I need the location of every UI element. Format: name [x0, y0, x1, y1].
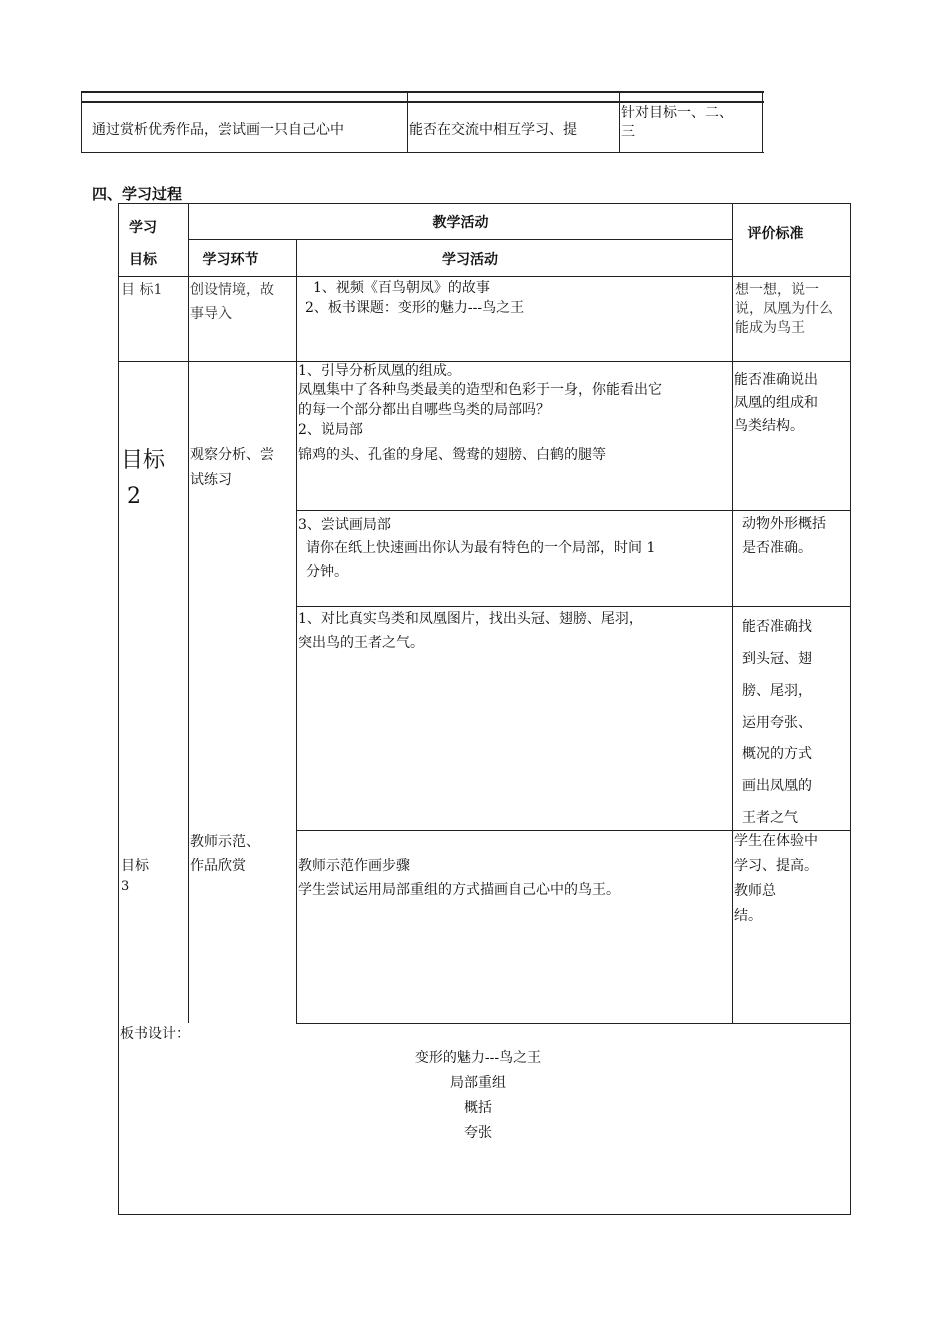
row2-eval-line3: 鸟类结构。	[734, 418, 804, 434]
row2-activity-line3: 的每一个部分都出自哪些鸟类的局部吗？	[298, 402, 550, 418]
top-table-col3-line2: 三	[621, 124, 635, 140]
header-goal-line2: 目标	[129, 252, 157, 268]
row2-activity-line4: 2、说局部	[298, 422, 363, 438]
row3-eval-line1: 动物外形概括	[742, 516, 826, 532]
board-line1: 变形的魅力---鸟之王	[414, 1050, 542, 1066]
header-teaching-activity: 教学活动	[432, 215, 489, 231]
row4-eval-line: 运用夸张、	[742, 715, 812, 731]
row3-activity-line2: 请你在纸上快速画出你认为最有特色的一个局部，时间 1	[306, 540, 656, 556]
header-learning-stage: 学习环节	[202, 252, 259, 268]
row4-activity-line1: 1、对比真实鸟类和凤凰图片，找出头冠、翅膀、尾羽，	[298, 611, 643, 627]
section-title: 四、学习过程	[92, 185, 183, 203]
row5-eval-line3: 教师总	[734, 883, 776, 899]
row5-stage-line1: 教师示范、	[190, 834, 260, 850]
row2-eval-line2: 凤凰的组成和	[734, 395, 818, 411]
row5-activity-line1: 教师示范作画步骤	[298, 858, 410, 874]
row2-activity-line2: 凤凰集中了各种鸟类最美的造型和色彩于一身，你能看出它	[298, 382, 662, 398]
row1-activity-line1: 1、视频《百鸟朝凤》的故事	[313, 280, 490, 296]
row2-activity-line1: 1、引导分析凤凰的组成。	[298, 363, 461, 379]
top-table-col1: 通过赏析优秀作品，尝试画一只自己心中	[92, 122, 344, 138]
row2-activity-line5: 锦鸡的头、孔雀的身尾、鸳鸯的翅膀、白鹤的腿等	[298, 447, 606, 463]
board-line3: 概括	[464, 1100, 492, 1116]
top-table-col2: 能否在交流中相互学习、提	[409, 122, 577, 138]
row4-eval-line: 到头冠、翅	[742, 651, 812, 667]
row2-goal-line1: 目标	[121, 448, 166, 473]
row3-eval-line2: 是否准确。	[742, 540, 812, 556]
row5-eval-line2: 学习、提高。	[734, 858, 818, 874]
row2-goal-line2: 2	[127, 484, 141, 509]
row5-goal-line1: 目标	[121, 858, 149, 874]
row2-stage-line2: 试练习	[190, 472, 232, 488]
row4-eval-line: 能否准确找	[742, 619, 812, 635]
row4-activity-line2: 突出鸟的王者之气。	[298, 635, 424, 651]
row1-eval-line2: 说，凤凰为什么	[735, 301, 833, 317]
row4-eval-line: 概况的方式	[742, 746, 812, 762]
header-goal-line1: 学习	[129, 220, 157, 236]
row1-stage-line1: 创设情境，故	[190, 282, 274, 298]
top-table-col3-line1: 针对目标一、二、	[621, 105, 733, 121]
row5-stage-line2: 作品欣赏	[190, 858, 246, 874]
row1-goal: 目 标1	[121, 282, 163, 298]
row4-eval-line: 画出凤凰的	[742, 778, 812, 794]
row2-eval-line1: 能否准确说出	[734, 372, 818, 388]
row5-eval-line4: 结。	[734, 908, 762, 924]
row1-stage-line2: 事导入	[190, 306, 232, 322]
header-learning-activity: 学习活动	[442, 252, 498, 268]
row3-activity-line3: 分钟。	[306, 564, 348, 580]
row4-eval-line: 王者之气	[742, 810, 798, 826]
header-evaluation: 评价标准	[747, 226, 804, 242]
row5-eval-line1: 学生在体验中	[734, 833, 818, 849]
row3-activity-line1: 3、尝试画局部	[298, 517, 391, 533]
row2-stage-line1: 观察分析、尝	[190, 447, 274, 463]
row5-activity-line2: 学生尝试运用局部重组的方式描画自己心中的鸟王。	[298, 882, 620, 898]
board-label: 板书设计：	[120, 1026, 190, 1042]
row5-goal-line2: 3	[121, 879, 130, 894]
row1-eval-line3: 能成为鸟王	[735, 320, 805, 336]
board-line4: 夸张	[464, 1125, 492, 1141]
row1-activity-line2: 2、板书课题：变形的魅力---鸟之王	[305, 300, 525, 316]
row4-eval-line: 膀、尾羽，	[742, 683, 812, 699]
row1-eval-line1: 想一想，说一	[735, 282, 819, 298]
board-line2: 局部重组	[450, 1075, 506, 1091]
